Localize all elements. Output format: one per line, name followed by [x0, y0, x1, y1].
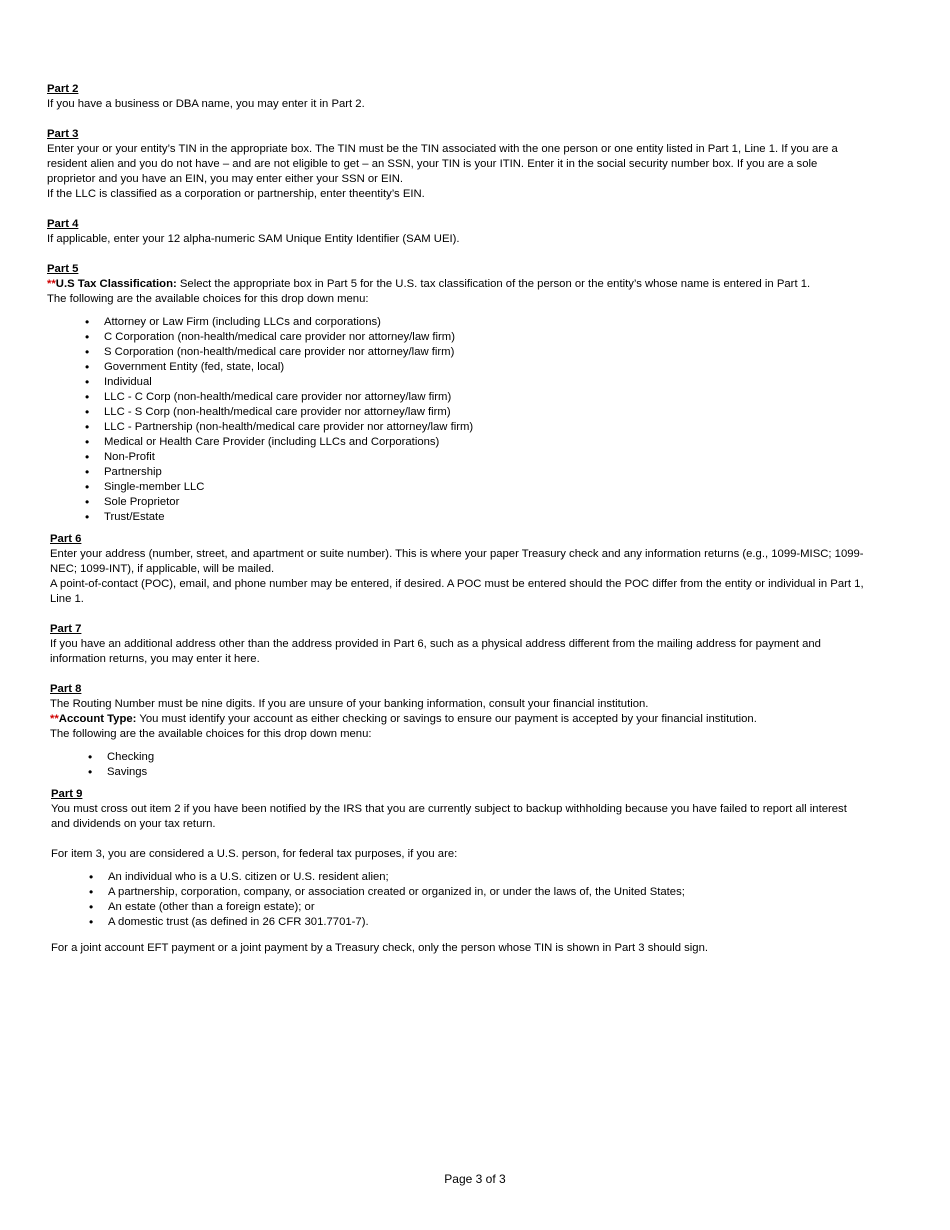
- part-5-tax-classification: [47, 277, 867, 292]
- part-5-heading: Part 5: [47, 263, 79, 275]
- list-item: • LLC - C Corp (non-health/medical care provider nor attorney/law firm): [47, 390, 867, 405]
- part-5-section: [47, 262, 867, 525]
- list-item: • LLC - S Corp (non-health/medical care provider nor attorney/law firm): [47, 405, 867, 420]
- list-item: • LLC - Partnership (non-health/medical care provider nor attorney/law firm): [47, 420, 867, 435]
- part-7-heading: Part 7: [50, 623, 82, 635]
- tax-classification-text: Select the appropriate box in Part 5 for the U.S. tax classification of the person or the entity’s whose name is entered in Part 1.: [176, 278, 811, 290]
- part-9-text-1: You must cross out item 2 if you have been notified by the IRS that you are currently subject to backup withholding because you have failed to report all interest and dividends on your tax return.: [51, 803, 847, 830]
- list-item: • Attorney or Law Firm (including LLCs and corporations): [47, 315, 867, 330]
- tax-classification-label: U.S Tax Classification:: [55, 278, 177, 290]
- part-9-text-2: For item 3, you are considered a U.S. person, for federal tax purposes, if you are:: [51, 848, 458, 860]
- part-6-section: [47, 532, 867, 607]
- required-marker: **: [47, 278, 56, 290]
- required-marker: **: [50, 713, 59, 725]
- part-7-text: If you have an additional address other than the address provided in Part 6, such as a physical address different from the mailing address for payment and information returns, you may enter it here.: [50, 638, 821, 665]
- part-9-section: [47, 787, 867, 956]
- part-8-account-type: [50, 712, 867, 727]
- part-8-text-1: The Routing Number must be nine digits. If you are unsure of your banking information, consult your financial institution.: [50, 698, 649, 710]
- part-8-section: [47, 682, 867, 780]
- part-4-heading: Part 4: [47, 218, 79, 230]
- list-item: • An individual who is a U.S. citizen or U.S. resident alien;: [51, 870, 867, 885]
- part-4-text: If applicable, enter your 12 alpha-numeric SAM Unique Entity Identifier (SAM UEI).: [47, 233, 460, 245]
- document-page: [47, 82, 867, 956]
- list-item: • Savings: [50, 765, 867, 780]
- list-item: • Government Entity (fed, state, local): [47, 360, 867, 375]
- list-item: • Sole Proprietor: [47, 495, 867, 510]
- part-7-section: [47, 622, 867, 667]
- list-item: • A domestic trust (as defined in 26 CFR 301.7701-7).: [51, 915, 867, 930]
- list-item: • S Corporation (non-health/medical care provider nor attorney/law firm): [47, 345, 867, 360]
- part-3-heading: Part 3: [47, 128, 79, 140]
- list-item: • Checking: [50, 750, 867, 765]
- part-6-heading: Part 6: [50, 533, 82, 545]
- tax-classification-choices: [47, 315, 867, 525]
- part-3-text-2: If the LLC is classified as a corporation or partnership, enter theentity’s EIN.: [47, 188, 425, 200]
- list-item: • Medical or Health Care Provider (including LLCs and Corporations): [47, 435, 867, 450]
- page-number: Page 3 of 3: [444, 1172, 506, 1186]
- account-type-choices: [50, 750, 867, 780]
- part-8-choices-intro: The following are the available choices for this drop down menu:: [50, 728, 372, 740]
- account-type-label: Account Type:: [58, 713, 137, 725]
- part-5-choices-intro: The following are the available choices for this drop down menu:: [47, 293, 369, 305]
- part-2-text: If you have a business or DBA name, you may enter it in Part 2.: [47, 98, 365, 110]
- list-item: • A partnership, corporation, company, or association created or organized in, or under the laws of, the United States;: [51, 885, 867, 900]
- part-2-section: [47, 82, 867, 112]
- list-item: • Trust/Estate: [47, 510, 867, 525]
- part-3-text-1: Enter your or your entity’s TIN in the appropriate box. The TIN must be the TIN associated with the one person or one entity listed in Part 1, Line 1. If you are a resident alien and you do not have – and are not eligible to get – an SSN, your TIN is your ITIN. Enter it in the social security number box. If you are a sole proprietor and you have an EIN, you may enter either your SSN or EIN.: [47, 143, 838, 185]
- part-6-text-1: Enter your address (number, street, and apartment or suite number). This is where your paper Treasury check and any information returns (e.g., 1099-MISC; 1099-NEC; 1099-INT), if applicable, will be mailed.: [50, 548, 864, 575]
- list-item: • Non-Profit: [47, 450, 867, 465]
- account-type-text: You must identify your account as either checking or savings to ensure our payment is accepted by your financial institution.: [136, 713, 757, 725]
- us-person-criteria: [51, 870, 867, 930]
- list-item: • Partnership: [47, 465, 867, 480]
- part-6-text-2: A point-of-contact (POC), email, and phone number may be entered, if desired. A POC must be entered should the POC differ from the entity or individual in Part 1, Line 1.: [50, 578, 864, 605]
- part-4-section: [47, 217, 867, 247]
- list-item: • Single-member LLC: [47, 480, 867, 495]
- part-9-text-3: For a joint account EFT payment or a joint payment by a Treasury check, only the person whose TIN is shown in Part 3 should sign.: [51, 942, 709, 954]
- part-3-section: [47, 127, 867, 202]
- list-item: • Individual: [47, 375, 867, 390]
- list-item: • C Corporation (non-health/medical care provider nor attorney/law firm): [47, 330, 867, 345]
- part-8-heading: Part 8: [50, 683, 82, 695]
- part-9-heading: Part 9: [51, 788, 83, 800]
- part-2-heading: Part 2: [47, 83, 79, 95]
- list-item: • An estate (other than a foreign estate); or: [51, 900, 867, 915]
